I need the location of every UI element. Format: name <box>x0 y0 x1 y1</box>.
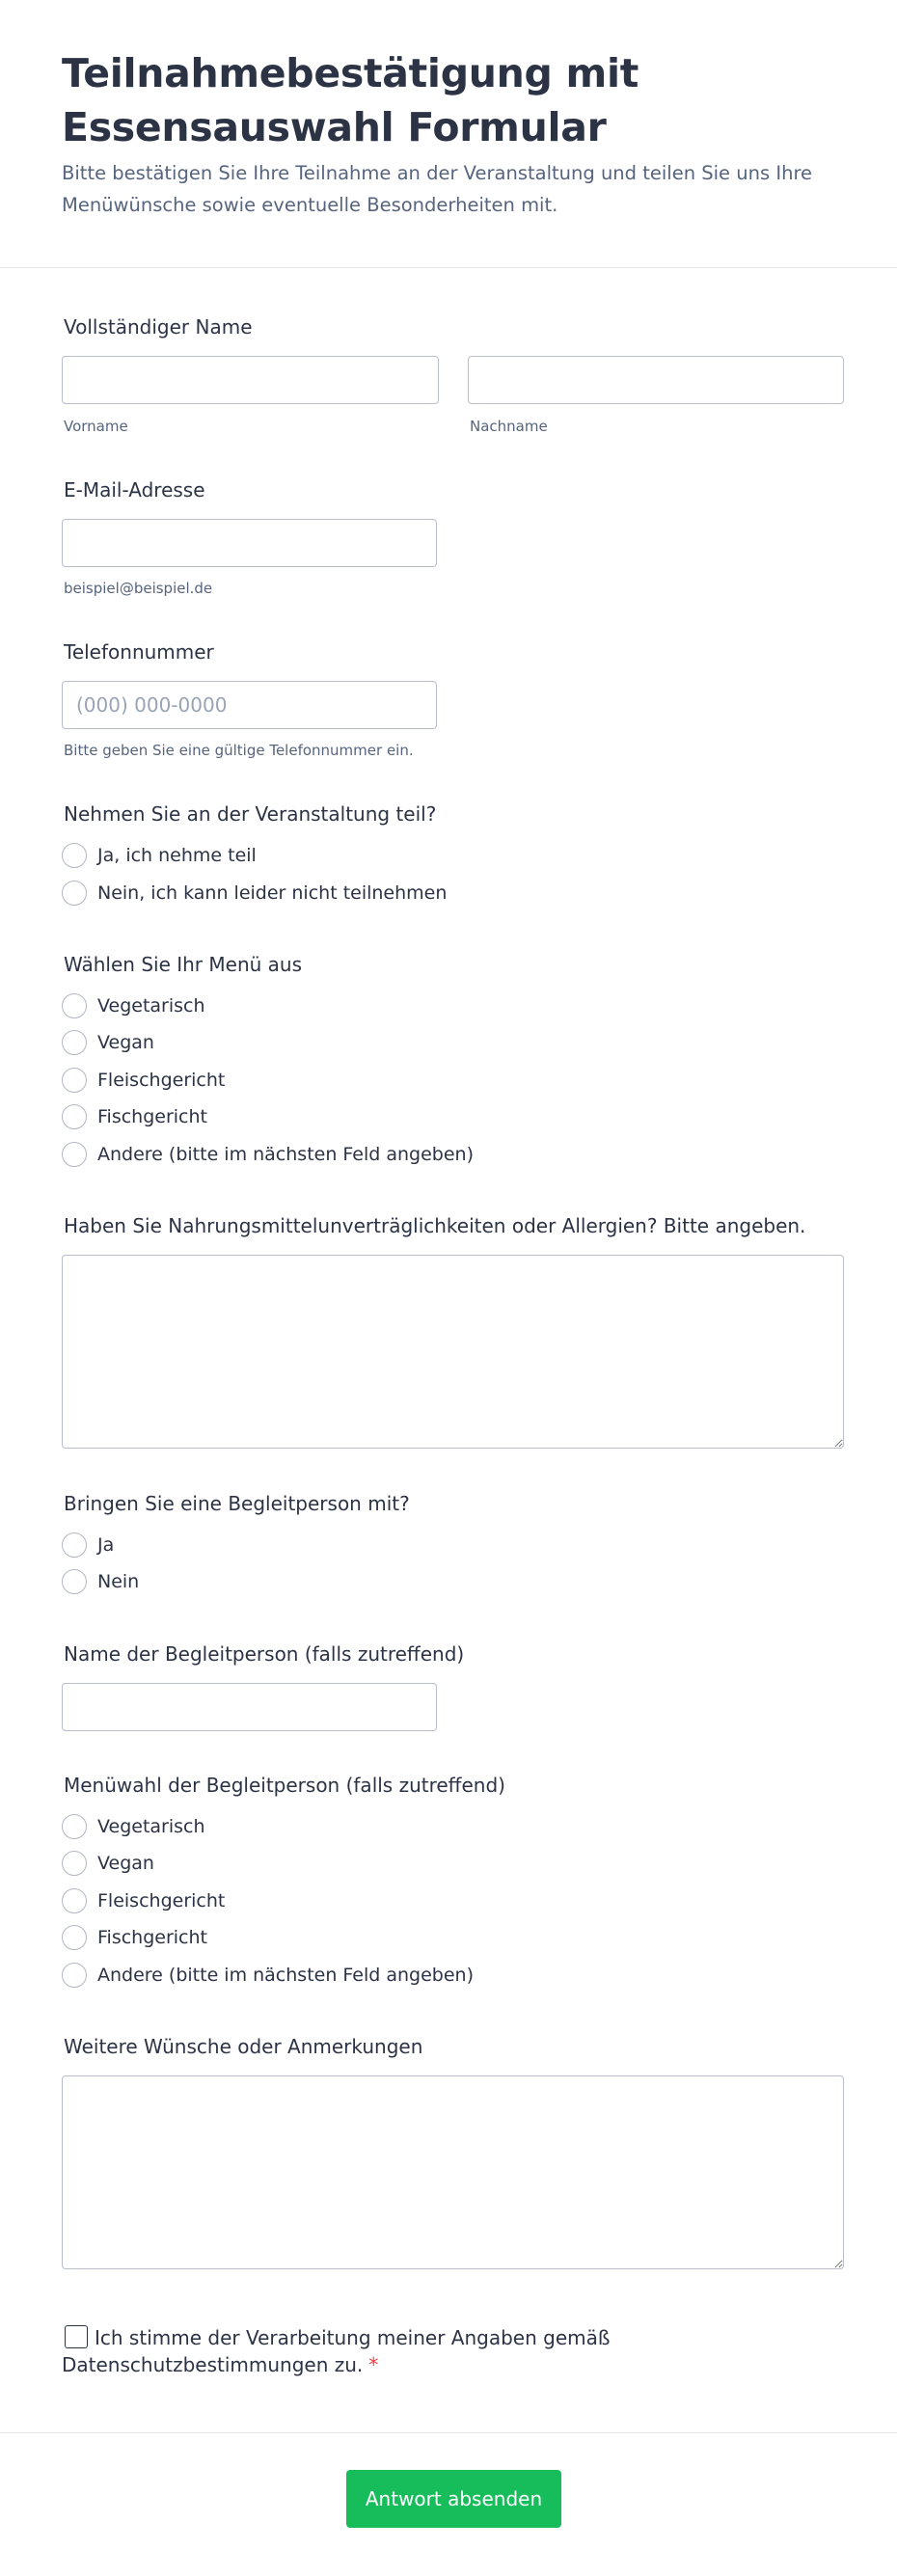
radio-label: Ja, ich nehme teil <box>97 845 257 866</box>
consent-field <box>62 2324 640 2378</box>
radio-label: Fleischgericht <box>97 1070 226 1091</box>
email-input[interactable] <box>62 519 437 567</box>
companion-menu-option-other[interactable] <box>62 1961 474 1990</box>
radio-button[interactable] <box>62 993 87 1018</box>
menu-option-vegan[interactable] <box>62 1028 154 1057</box>
companion-option-yes[interactable] <box>62 1531 114 1559</box>
full-name-label: Vollständiger Name <box>64 315 253 339</box>
remarks-textarea[interactable] <box>62 2075 844 2269</box>
last-name-input[interactable] <box>468 356 844 404</box>
form-subtitle: Bitte bestätigen Sie Ihre Teilnahme an der Veranstaltung und teilen Sie uns Ihre Menüwünsche sowie eventuelle Besonderheiten mit. <box>62 162 813 216</box>
consent-text: Ich stimme der Verarbeitung meiner Angaben gemäß Datenschutzbestimmungen zu. <box>62 2326 611 2376</box>
radio-button[interactable] <box>62 1532 87 1558</box>
email-label: E-Mail-Adresse <box>64 478 205 502</box>
last-name-sublabel: Nachname <box>470 418 548 435</box>
menu-option-meat[interactable] <box>62 1066 225 1095</box>
radio-label: Vegetarisch <box>97 1816 205 1837</box>
companion-menu-label: Menüwahl der Begleitperson (falls zutreffend) <box>64 1774 505 1797</box>
radio-label: Vegan <box>97 1853 154 1874</box>
companion-menu-option-vegetarian[interactable] <box>62 1812 205 1841</box>
radio-label: Fischgericht <box>97 1927 207 1948</box>
attendance-option-yes[interactable] <box>62 841 257 870</box>
remarks-label: Weitere Wünsche oder Anmerkungen <box>64 2035 423 2058</box>
radio-button[interactable] <box>62 1569 87 1594</box>
radio-button[interactable] <box>62 881 87 906</box>
radio-label: Vegetarisch <box>97 995 205 1017</box>
companion-menu-option-fish[interactable] <box>62 1923 207 1952</box>
submit-button[interactable]: Antwort absenden <box>346 2470 561 2528</box>
radio-button[interactable] <box>62 1888 87 1913</box>
first-name-sublabel: Vorname <box>64 418 128 435</box>
allergies-label: Haben Sie Nahrungsmittelunverträglichkeiten oder Allergien? Bitte angeben. <box>64 1214 806 1237</box>
radio-button[interactable] <box>62 1142 87 1167</box>
radio-button[interactable] <box>62 1068 87 1093</box>
radio-button[interactable] <box>62 1030 87 1055</box>
radio-button[interactable] <box>62 843 87 868</box>
menu-option-vegetarian[interactable] <box>62 991 205 1020</box>
required-mark: * <box>368 2353 379 2376</box>
companion-menu-option-meat[interactable] <box>62 1886 225 1915</box>
phone-sublabel: Bitte geben Sie eine gültige Telefonnummer ein. <box>64 742 414 759</box>
radio-label: Vegan <box>97 1032 154 1053</box>
first-name-input[interactable] <box>62 356 439 404</box>
companion-label: Bringen Sie eine Begleitperson mit? <box>64 1492 410 1515</box>
radio-button[interactable] <box>62 1104 87 1129</box>
allergies-textarea[interactable] <box>62 1255 844 1449</box>
phone-label: Telefonnummer <box>64 640 214 664</box>
radio-label: Fleischgericht <box>97 1890 226 1912</box>
radio-label: Fischgericht <box>97 1106 207 1127</box>
companion-menu-option-vegan[interactable] <box>62 1849 154 1878</box>
radio-button[interactable] <box>62 1851 87 1876</box>
form-title: Teilnahmebestätigung mit Essensauswahl Formular <box>62 50 639 150</box>
radio-label: Nein, ich kann leider nicht teilnehmen <box>97 882 448 904</box>
radio-button[interactable] <box>62 1925 87 1950</box>
radio-label: Andere (bitte im nächsten Feld angeben) <box>97 1144 475 1165</box>
menu-option-other[interactable] <box>62 1140 474 1169</box>
phone-input[interactable] <box>62 681 437 729</box>
companion-option-no[interactable] <box>62 1567 139 1596</box>
attendance-option-no[interactable] <box>62 879 447 908</box>
companion-name-label: Name der Begleitperson (falls zutreffend) <box>64 1642 465 1666</box>
consent-checkbox[interactable] <box>65 2325 88 2348</box>
form-header <box>0 0 897 268</box>
email-sublabel: beispiel@beispiel.de <box>64 580 213 597</box>
radio-button[interactable] <box>62 1963 87 1988</box>
menu-option-fish[interactable] <box>62 1102 207 1131</box>
radio-label: Ja <box>97 1534 115 1556</box>
footer-divider <box>0 2432 897 2433</box>
radio-label: Andere (bitte im nächsten Feld angeben) <box>97 1965 475 1986</box>
companion-name-input[interactable] <box>62 1683 437 1731</box>
radio-label: Nein <box>97 1571 140 1592</box>
menu-label: Wählen Sie Ihr Menü aus <box>64 953 303 976</box>
radio-button[interactable] <box>62 1814 87 1839</box>
attendance-label: Nehmen Sie an der Veranstaltung teil? <box>64 802 437 826</box>
